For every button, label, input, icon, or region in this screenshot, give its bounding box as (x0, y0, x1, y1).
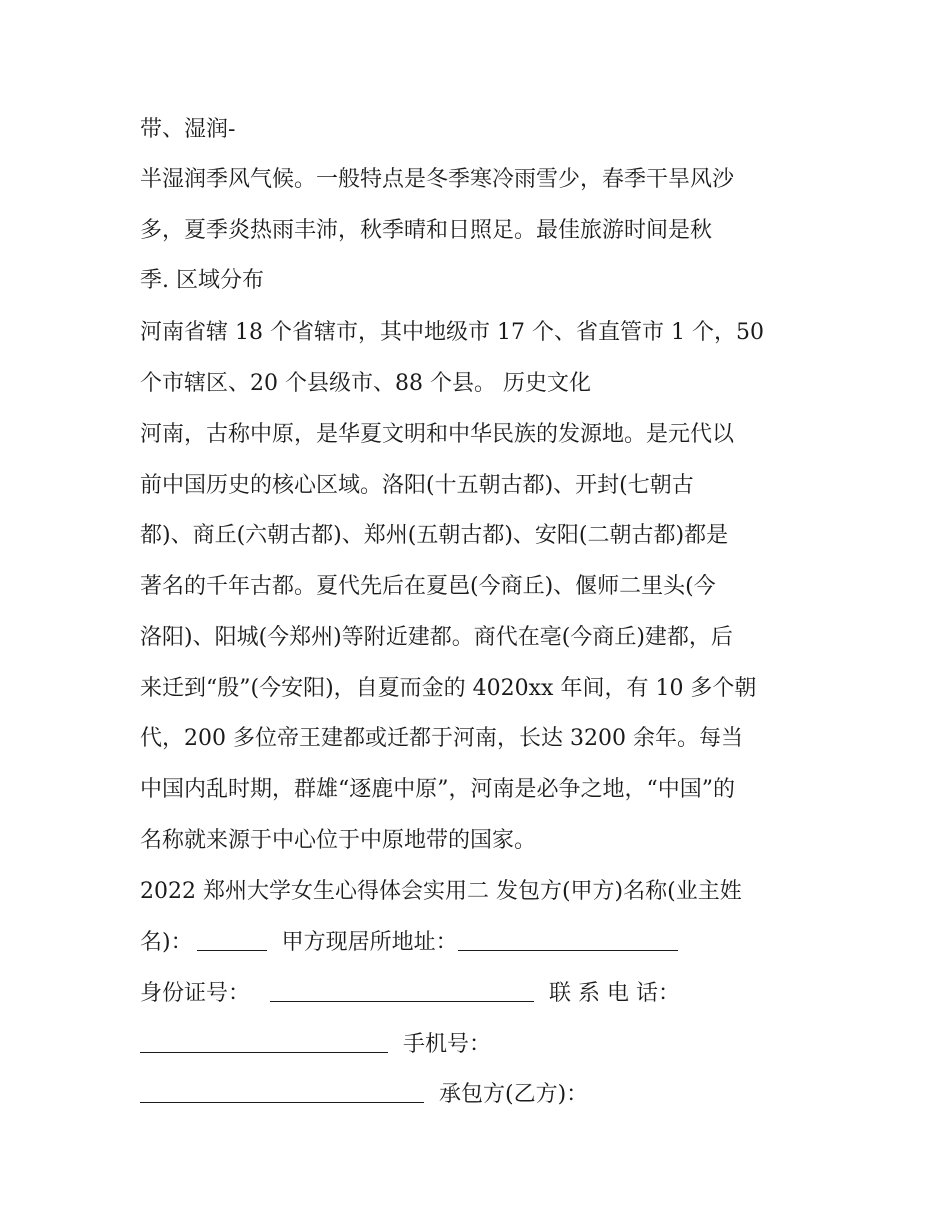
phone-label: 联 系 电 话： (549, 981, 680, 1006)
address-label: 甲方现居所地址： (281, 930, 458, 955)
contractor-label: 承包方(乙方)： (439, 1082, 589, 1107)
text-line: 河南，古称中原，是华夏文明和中华民族的发源地。是元代以 (140, 422, 735, 447)
phone-blank[interactable] (140, 1030, 388, 1053)
text-line: 洛阳)、阳城(今郑州)等附近建都。商代在亳(今商丘)建都，后 (140, 625, 733, 650)
form-line-mobile (140, 1030, 820, 1060)
text-line: 季. 区域分布 (140, 268, 264, 293)
text-line: 前中国历史的核心区域。洛阳(十五朝古都)、开封(七朝古 (140, 473, 694, 498)
text-line: 带、湿润- (140, 117, 236, 142)
mobile-label: 手机号： (403, 1032, 492, 1057)
form-line-id-phone (140, 979, 820, 1009)
id-number-label: 身份证号： (140, 981, 251, 1006)
form-line-contractor (140, 1080, 820, 1110)
form-line-owner-address (140, 928, 820, 958)
mobile-blank[interactable] (140, 1080, 424, 1103)
text-line: 2022 郑州大学女生心得体会实用二 发包方(甲方)名称(业主姓 (140, 879, 742, 904)
text-line: 多，夏季炎热雨丰沛，秋季晴和日照足。最佳旅游时间是秋 (140, 218, 713, 243)
id-number-blank[interactable] (270, 979, 534, 1002)
owner-name-blank[interactable] (197, 928, 267, 951)
owner-name-label: 名)： (140, 930, 193, 955)
text-line: 名称就来源于中心位于中原地带的国家。 (140, 828, 537, 853)
text-line: 都)、商丘(六朝古都)、郑州(五朝古都)、安阳(二朝古都)都是 (140, 523, 729, 548)
text-line: 中国内乱时期，群雄“逐鹿中原”，河南是必争之地，“中国”的 (140, 777, 735, 802)
text-line: 个市辖区、20 个县级市、88 个县。 历史文化 (140, 371, 591, 396)
text-line: 著名的千年古都。夏代先后在夏邑(今商丘)、偃师二里头(今 (140, 574, 716, 599)
text-line: 代，200 多位帝王建都或迁都于河南，长达 3200 余年。每当 (140, 726, 743, 751)
text-line: 河南省辖 18 个省辖市，其中地级市 17 个、省直管市 1 个，50 (140, 320, 764, 345)
text-line: 来迁到“殷”(今安阳)，自夏而金的 4020xx 年间，有 10 多个朝 (140, 676, 757, 701)
address-blank[interactable] (458, 928, 678, 951)
text-line: 半湿润季风气候。一般特点是冬季寒冷雨雪少，春季干旱风沙 (140, 167, 735, 192)
